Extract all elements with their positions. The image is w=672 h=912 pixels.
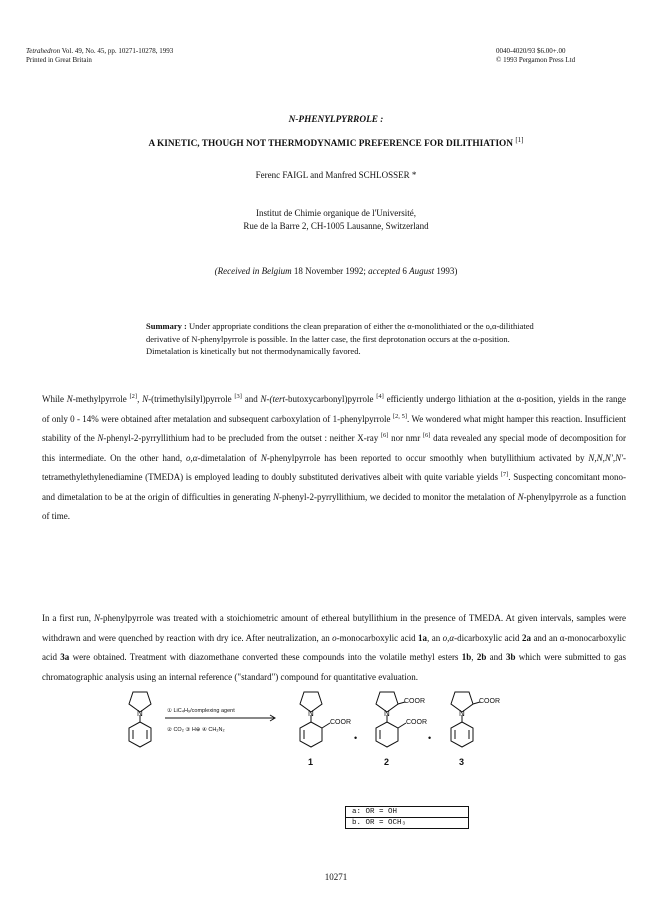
reference: [4] bbox=[376, 393, 384, 400]
text: , bbox=[137, 394, 143, 404]
received-dates bbox=[0, 266, 672, 276]
journal-header-left bbox=[26, 47, 173, 65]
text: -monocarboxylic acid bbox=[336, 632, 419, 643]
reference: [7] bbox=[500, 471, 509, 478]
text: -(trimethylsilyl)pyrrole bbox=[148, 394, 235, 404]
text: -phenyl-2-pyrryllithium, we decided to monitor the metalation of bbox=[279, 491, 518, 502]
text: nor nmr bbox=[388, 433, 423, 443]
text-italic: o,α bbox=[442, 632, 455, 643]
text-italic: N bbox=[97, 433, 104, 443]
accepted-label: accepted bbox=[368, 266, 401, 276]
affiliation-line2: Rue de la Barre 2, CH-1005 Lausanne, Switzerland bbox=[243, 221, 429, 231]
text-italic: o bbox=[332, 632, 337, 643]
reaction-step-2: ② CO₂ ③ H⊕ ④ CH₂N₂ bbox=[167, 727, 225, 733]
compound-label: 3b bbox=[505, 652, 516, 662]
text: which were submitted to gas chromatographic analysis using an internal reference ("standard") compound for quantitative evaluation. bbox=[42, 652, 626, 682]
title-text: A KINETIC, THOUGH NOT THERMODYNAMIC PREFERENCE FOR DILITHIATION bbox=[148, 139, 514, 150]
reaction-scheme bbox=[120, 688, 560, 863]
summary-text: Under appropriate conditions the clean preparation of either the α-monolithiated or the o,α-dilithiated derivative of N-phenylpyrrole is possible. In the latter case, the first deprotonation occurs at the α-position. Dimetalation is kinetically but not thermodynamically favored. bbox=[146, 321, 534, 357]
legend-row-a: a: OR = OH bbox=[352, 808, 398, 816]
authors: Ferenc FAIGL and Manfred SCHLOSSER * bbox=[255, 170, 417, 180]
received-label: (Received in Belgium bbox=[214, 266, 292, 276]
product-3 bbox=[451, 692, 480, 747]
paper-title-line2 bbox=[0, 136, 672, 149]
text: and bbox=[486, 652, 506, 662]
text: efficiently undergo lithiation at the α-position, yields in the range of only 0 - 14% were obtained after metalation and subsequent carboxylation of 1-phenylpyrrole bbox=[42, 394, 626, 424]
text: -methylpyrrole bbox=[72, 394, 130, 404]
text-italic: N,N,N',N' bbox=[588, 452, 624, 463]
reaction-arrow bbox=[165, 715, 275, 721]
reference: [3] bbox=[234, 393, 242, 400]
reference: [6] bbox=[380, 432, 389, 439]
summary bbox=[146, 320, 538, 358]
printed-in: Printed in Great Britain bbox=[26, 56, 92, 64]
separator-dot: • bbox=[428, 733, 432, 743]
text: -butoxycarbonyl)pyrrole bbox=[285, 394, 377, 404]
text: and an α-monocarboxylic acid bbox=[42, 632, 627, 662]
compound-1-label: 1 bbox=[308, 757, 314, 767]
text-italic: N-(tert bbox=[260, 394, 285, 404]
compound-label: 1b bbox=[461, 652, 472, 662]
text-italic: o,α bbox=[186, 452, 198, 463]
paragraph-1 bbox=[42, 390, 626, 527]
text: . Suspecting concomitant mono- and dimetalation to be at the origin of difficulties in generating bbox=[42, 472, 627, 502]
text: data revealed any special mode of decomposition for this intermediate. On the other hand, bbox=[42, 433, 626, 463]
compound-label: 2a bbox=[522, 632, 531, 643]
affiliation bbox=[0, 207, 672, 233]
text: -tetramethylethylenediamine (TMEDA) is employed leading to doubly substituted derivatives albeit with quite variable yields bbox=[42, 452, 627, 482]
paper-title-line1: N-PHENYLPYRROLE : bbox=[288, 115, 384, 125]
product-1 bbox=[300, 692, 330, 747]
journal-name: Tetrahedron bbox=[26, 47, 61, 55]
text: -dimetalation of bbox=[197, 452, 261, 463]
accepted-year: 1993) bbox=[434, 266, 458, 276]
reference: [6] bbox=[422, 432, 431, 439]
compound-2-label: 2 bbox=[384, 757, 390, 767]
n-atom-label: N bbox=[384, 709, 390, 718]
issn-price: 0040-4020/93 $6.00+.00 bbox=[496, 47, 566, 55]
text-italic: N bbox=[517, 491, 524, 502]
text: In a first run, bbox=[42, 613, 94, 623]
n-atom-label: N bbox=[459, 709, 465, 718]
paragraph-2 bbox=[42, 609, 626, 687]
copyright: © 1993 Pergamon Press Ltd bbox=[496, 56, 576, 64]
product-2 bbox=[376, 692, 406, 747]
text-italic: N bbox=[260, 452, 267, 463]
text: -phenylpyrrole as a function of time. bbox=[42, 491, 626, 521]
substituent-legend bbox=[345, 806, 469, 829]
journal-header-right bbox=[496, 47, 575, 65]
legend-row-b: b. OR = OCH₃ bbox=[346, 817, 468, 828]
text: While bbox=[42, 394, 67, 404]
reaction-step-1: ① LiC₄H₉/complexing agent bbox=[167, 708, 235, 714]
text: -phenyl-2-pyrryllithium had to be precluded from the outset : neither X-ray bbox=[103, 433, 381, 443]
compound-label: 2b bbox=[476, 652, 487, 662]
reference: [2] bbox=[129, 393, 138, 400]
text-italic: N bbox=[66, 394, 73, 404]
title-ref: [1] bbox=[515, 136, 524, 144]
coor-label: COOR bbox=[479, 698, 500, 705]
n-atom-label: N bbox=[308, 709, 314, 718]
accepted-day: 6 bbox=[400, 266, 410, 276]
coor-label-ortho: COOR bbox=[406, 719, 427, 726]
page-number: 10271 bbox=[324, 872, 348, 882]
text: were obtained. Treatment with diazomethane converted these compounds into the volatile methyl esters bbox=[69, 652, 462, 662]
compound-label: 3a bbox=[60, 652, 70, 662]
text: and bbox=[241, 394, 261, 404]
coor-label-alpha: COOR bbox=[404, 698, 425, 705]
received-date: 18 November 1992; bbox=[291, 266, 369, 276]
affiliation-line1: Institut de Chimie organique de l'Université, bbox=[256, 208, 416, 218]
text-italic: N bbox=[142, 394, 149, 404]
compound-label: 1a bbox=[418, 632, 428, 643]
coor-label: COOR bbox=[330, 719, 351, 726]
text: -phenylpyrrole has been reported to occur smoothly when butyllithium activated by bbox=[266, 452, 589, 463]
starting-material-n-phenylpyrrole bbox=[129, 692, 151, 747]
text: , an bbox=[427, 632, 443, 643]
summary-label: Summary : bbox=[146, 321, 187, 331]
separator-dot: • bbox=[354, 733, 358, 743]
journal-citation: Vol. 49, No. 45, pp. 10271-10278, 1993 bbox=[60, 47, 174, 55]
text: , bbox=[471, 652, 477, 662]
text: -phenylpyrrole was treated with a stoichiometric amount of ethereal butyllithium in the presence of TMEDA. At given intervals, samples were withdrawn and were quenched by reaction with dry ice. After neutralization, an bbox=[42, 613, 626, 643]
n-atom-label: N bbox=[137, 709, 143, 718]
compound-3-label: 3 bbox=[459, 757, 465, 767]
reference: [2, 5] bbox=[392, 412, 408, 420]
text: -dicarboxylic acid bbox=[454, 632, 522, 643]
text-italic: N bbox=[93, 613, 100, 623]
text: . We wondered what might hamper this reaction. Insufficient stability of the bbox=[42, 413, 626, 443]
text-italic: N bbox=[273, 491, 280, 502]
accepted-month: August bbox=[409, 266, 435, 276]
